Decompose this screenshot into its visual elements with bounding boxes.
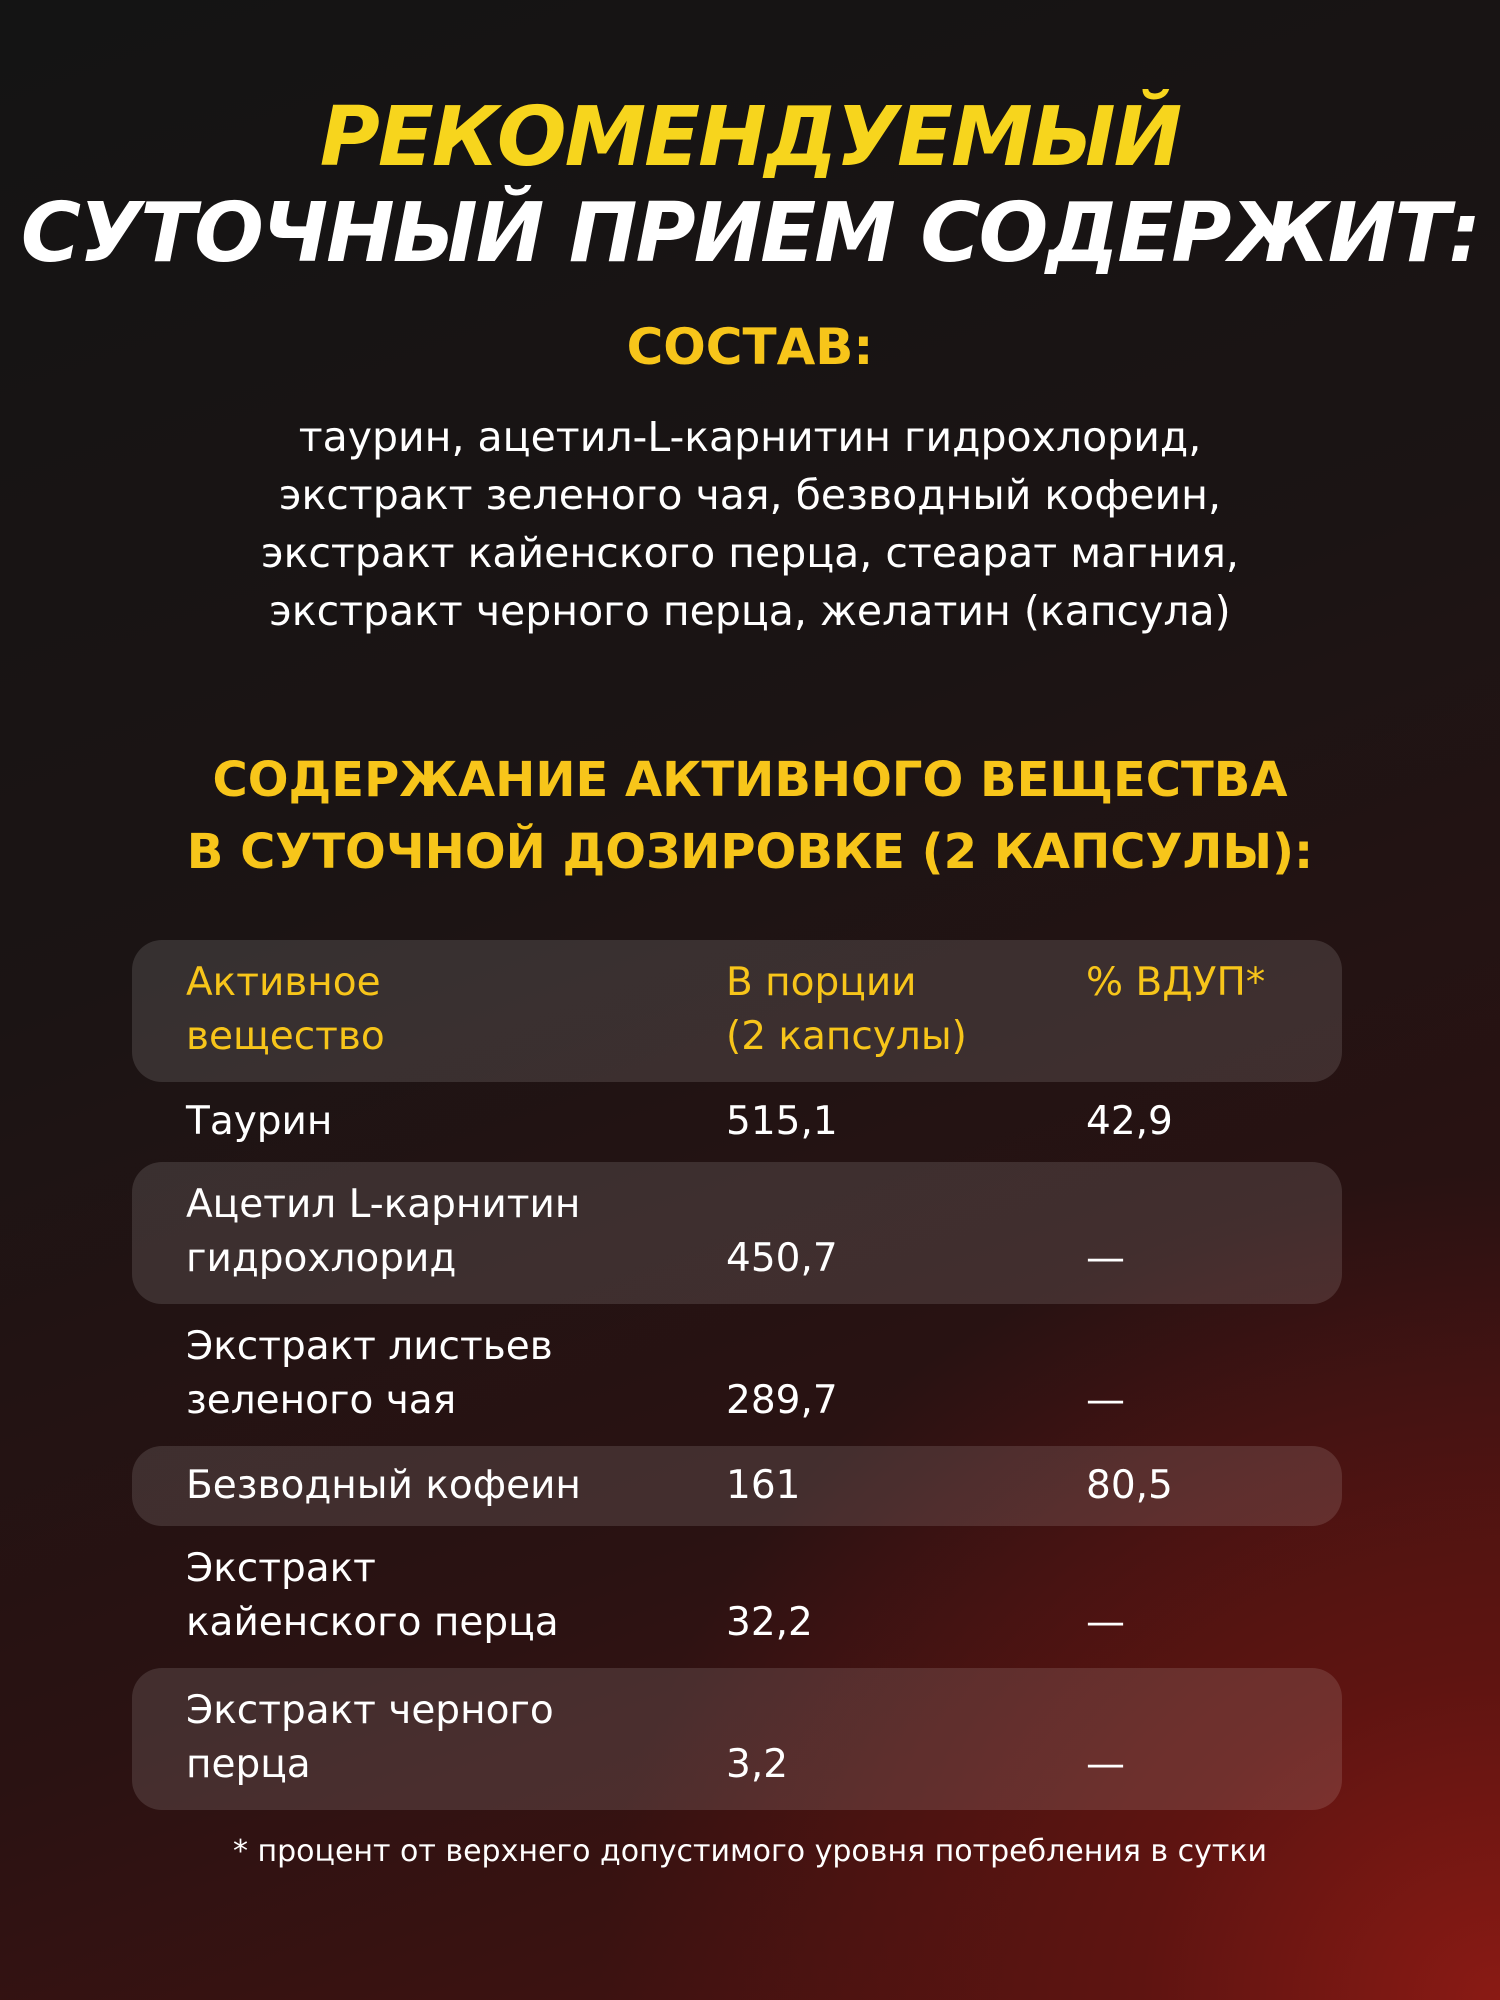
composition-line: экстракт черного перца, желатин (капсула) (269, 587, 1231, 635)
row-substance-line-2: кайенского перца (186, 1600, 559, 1645)
table-row (132, 1446, 1342, 1526)
row-substance: Таурин (186, 1099, 333, 1144)
row-substance (186, 1684, 554, 1792)
row-substance-line-1: Экстракт черного (186, 1688, 554, 1733)
row-substance (186, 1320, 553, 1428)
header-substance-line-2: вещество (186, 1014, 385, 1059)
footnote: * процент от верхнего допустимого уровня потребления в сутки (232, 1834, 1267, 1869)
table-row (132, 1304, 1342, 1446)
header-percent (1086, 956, 1265, 1010)
row-substance-line-1: Экстракт (186, 1546, 376, 1591)
composition-line: экстракт кайенского перца, стеарат магния, (261, 529, 1239, 577)
row-amount: 289,7 (726, 1378, 838, 1423)
row-substance-line-1: Экстракт листьев (186, 1324, 553, 1369)
header-portion-line-1: В порции (726, 960, 917, 1005)
table-row (132, 1526, 1342, 1668)
row-percent: — (1086, 1378, 1125, 1423)
row-substance (186, 1542, 559, 1650)
main-title-line-1: РЕКОМЕНДУЕМЫЙ (319, 90, 1181, 185)
composition-heading: СОСТАВ: (626, 318, 874, 376)
header-substance (186, 956, 385, 1064)
active-substance-table (132, 940, 1342, 1810)
table-row (132, 1668, 1342, 1810)
main-title-line-2: СУТОЧНЫЙ ПРИЕМ СОДЕРЖИТ: (20, 186, 1480, 281)
row-substance: Безводный кофеин (186, 1463, 581, 1508)
row-percent: — (1086, 1600, 1125, 1645)
row-percent: 80,5 (1086, 1463, 1173, 1508)
row-percent: — (1086, 1742, 1125, 1787)
row-amount: 515,1 (726, 1099, 838, 1144)
active-heading-line-2: В СУТОЧНОЙ ДОЗИРОВКЕ (2 КАПСУЛЫ): (186, 824, 1314, 880)
row-substance-line-1: Ацетил L-карнитин (186, 1182, 581, 1227)
composition-text (0, 408, 1500, 640)
row-percent: 42,9 (1086, 1099, 1173, 1144)
header-portion-line-2: (2 капсулы) (726, 1014, 967, 1059)
table-row (132, 1162, 1342, 1304)
active-substance-heading (0, 744, 1500, 888)
row-substance-line-2: перца (186, 1742, 311, 1787)
row-percent: — (1086, 1236, 1125, 1281)
row-amount: 32,2 (726, 1600, 813, 1645)
composition-line: экстракт зеленого чая, безводный кофеин, (279, 471, 1221, 519)
row-amount: 161 (726, 1463, 801, 1508)
row-amount: 3,2 (726, 1742, 789, 1787)
header-substance-line-1: Активное (186, 960, 381, 1005)
header-portion (726, 956, 967, 1064)
row-substance-line-2: зеленого чая (186, 1378, 457, 1423)
header-percent-line-1: % ВДУП* (1086, 960, 1266, 1005)
row-substance-line-2: гидрохлорид (186, 1236, 457, 1281)
table-header-row (132, 940, 1342, 1082)
active-heading-line-1: СОДЕРЖАНИЕ АКТИВНОГО ВЕЩЕСТВА (212, 752, 1288, 808)
composition-line: таурин, ацетил-L-карнитин гидрохлорид, (298, 413, 1202, 461)
row-substance (186, 1178, 580, 1286)
row-amount: 450,7 (726, 1236, 838, 1281)
table-row (132, 1082, 1342, 1162)
